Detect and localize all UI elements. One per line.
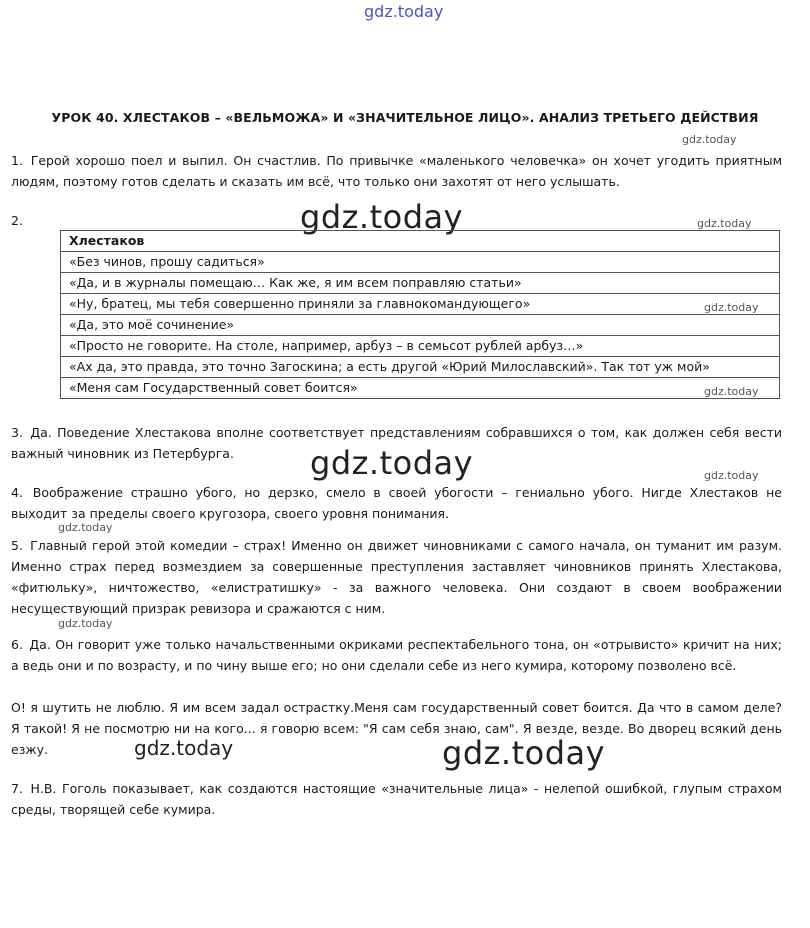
answer-text: Герой хорошо поел и выпил. Он счастлив. По привычке «маленького человечка» он хочет угодить приятным людям, поэтому готов сделать и сказать им всё, что только они захотят от него услышать. (11, 153, 782, 189)
answer-number: 6. (11, 637, 23, 652)
answer-text: Да. Поведение Хлестакова вполне соответствует представлениям собравшихся о том, как должен себя вести важный чиновник из Петербурга. (11, 425, 782, 461)
answer-number: 5. (11, 538, 23, 553)
answer-2-number: 2. (11, 213, 23, 228)
table-row (61, 273, 780, 294)
answer-number: 4. (11, 485, 23, 500)
answer-5 (11, 535, 782, 619)
watermark-top: gdz.today (364, 2, 444, 21)
answer-7 (11, 778, 782, 820)
quotes-table (60, 230, 780, 399)
watermark: gdz.today (134, 736, 234, 760)
table-row (61, 315, 780, 336)
answer-3 (11, 422, 782, 464)
table-cell: «Просто не говорите. На столе, например, арбуз – в семьсот рублей арбуз…» (61, 336, 780, 357)
answer-4 (11, 482, 782, 524)
table-header-row (61, 231, 780, 252)
watermark: gdz.today (310, 444, 474, 482)
watermark: gdz.today (58, 521, 113, 534)
watermark: gdz.today (682, 133, 737, 146)
table-header: Хлестаков (61, 231, 780, 252)
answer-1 (11, 150, 782, 192)
table-cell: «Да, и в журналы помещаю… Как же, я им всем поправляю статьи» (61, 273, 780, 294)
answer-text: Н.В. Гоголь показывает, как создаются настоящие «значительные лица» - нелепой ошибкой, глупым страхом среды, творящей себе кумира. (11, 781, 782, 817)
answer-6-quote: О! я шутить не люблю. Я им всем задал острастку.Меня сам государственный совет боится. Да что в самом деле? Я такой! Я не посмотрю ни на кого... я говорю всем: "Я сам себя знаю, сам". Я везде, везде. Во дворец всякий день езжу. (11, 700, 782, 757)
page-title: УРОК 40. ХЛЕСТАКОВ – «ВЕЛЬМОЖА» И «ЗНАЧИТЕЛЬНОЕ ЛИЦО». АНАЛИЗ ТРЕТЬЕГО ДЕЙСТВИЯ (51, 110, 759, 125)
table-row (61, 357, 780, 378)
table-row (61, 294, 780, 315)
answer-text: Да. Он говорит уже только начальственными окриками респектабельного тона, он «отрывисто» кричит на них; а ведь они и по возрасту, и по чину выше его; но они сделали себе из него кумира, которому позволено всё. (11, 637, 783, 673)
answer-6 (11, 634, 782, 676)
watermark: gdz.today (58, 617, 113, 630)
watermark: gdz.today (704, 301, 759, 314)
table-cell: «Без чинов, прошу садиться» (61, 252, 780, 273)
watermark: gdz.today (300, 198, 464, 236)
table-row (61, 378, 780, 399)
answer-text: Главный герой этой комедии – страх! Именно он движет чиновниками с самого начала, он туманит им разум. Именно страх перед возмездием за совершенные преступления заставляет чиновников принять Хлестакова, «фитюльку», ничтожество, «елистратишку» - за важного человека. Они создают в своем воображении несуществующий призрак ревизора и сражаются с ним. (11, 538, 782, 616)
answer-number: 1. (11, 153, 23, 168)
answer-number: 3. (11, 425, 23, 440)
watermark: gdz.today (704, 469, 759, 482)
table-cell: «Да, это моё сочинение» (61, 315, 780, 336)
table-cell: «Ах да, это правда, это точно Загоскина; а есть другой «Юрий Милославский». Так тот уж мой» (61, 357, 780, 378)
table-row (61, 252, 780, 273)
watermark: gdz.today (442, 734, 606, 772)
table-cell: «Ну, братец, мы тебя совершенно приняли за главнокомандующего» (61, 294, 780, 315)
answer-number: 7. (11, 781, 23, 796)
table-row (61, 336, 780, 357)
table-cell: «Меня сам Государственный совет боится» (61, 378, 780, 399)
answer-text: Воображение страшно убого, но дерзко, смело в своей убогости – гениально убого. Нигде Хлестаков не выходит за пределы своего кругозора, своего уровня понимания. (11, 485, 782, 521)
watermark: gdz.today (704, 385, 759, 398)
watermark: gdz.today (697, 217, 752, 230)
